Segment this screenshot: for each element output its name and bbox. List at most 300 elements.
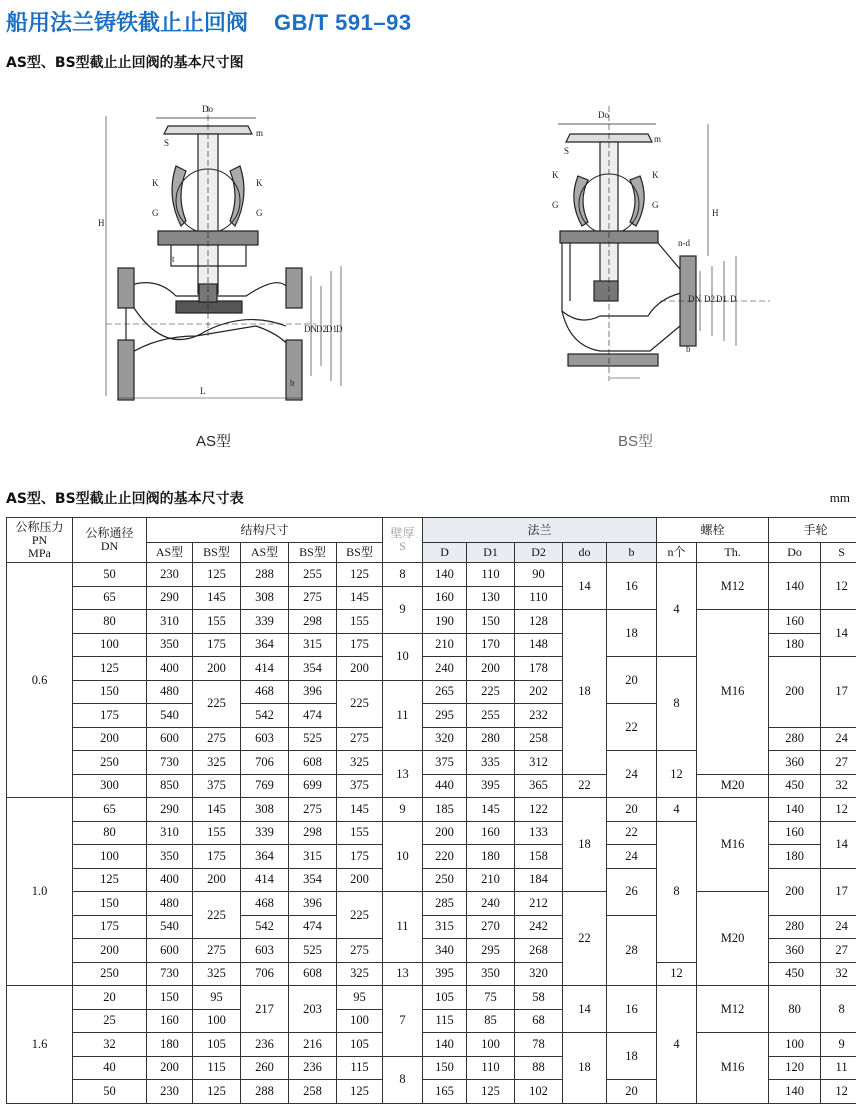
- cell-th: M12: [697, 563, 769, 610]
- cell-d2: 133: [515, 821, 563, 845]
- cell-do: 200: [769, 868, 821, 915]
- cell-s: 27: [821, 751, 856, 775]
- cell-h1: 275: [337, 727, 383, 751]
- cell-h1: 155: [337, 610, 383, 634]
- cell-l-as: 850: [147, 774, 193, 798]
- cell-b: 24: [607, 751, 657, 798]
- cell-wall: 11: [383, 892, 423, 963]
- cell-d: 340: [423, 939, 467, 963]
- cell-h-as: 542: [241, 704, 289, 728]
- cell-l-bs: 175: [193, 633, 241, 657]
- cell-th: M12: [697, 986, 769, 1033]
- cell-dn: 25: [73, 1009, 147, 1033]
- bs-label-dn: DN: [688, 294, 701, 304]
- cell-dn: 175: [73, 915, 147, 939]
- cell-l-bs: 105: [193, 1033, 241, 1057]
- header-wheel: 手轮: [769, 518, 856, 543]
- bs-label-d2: D2: [704, 294, 715, 304]
- label-h: H: [98, 218, 105, 228]
- cell-d2: 68: [515, 1009, 563, 1033]
- cell-s: 14: [821, 821, 856, 868]
- cell-d: 200: [423, 821, 467, 845]
- cell-dn: 200: [73, 727, 147, 751]
- cell-wall: 7: [383, 986, 423, 1057]
- cell-pn: 0.6: [7, 563, 73, 798]
- cell-l-bs: 100: [193, 1009, 241, 1033]
- cell-l-as: 150: [147, 986, 193, 1010]
- cell-h1: 225: [337, 680, 383, 727]
- cell-l-as: 290: [147, 798, 193, 822]
- page-title: [6, 6, 412, 37]
- label-d: D: [336, 324, 343, 334]
- cell-h-as: 308: [241, 586, 289, 610]
- cell-b: 20: [607, 657, 657, 704]
- cell-s: 32: [821, 774, 856, 798]
- cell-s: 32: [821, 962, 856, 986]
- cell-h-bs: 203: [289, 986, 337, 1033]
- cell-d2: 365: [515, 774, 563, 798]
- header-l-as: AS型: [147, 543, 193, 563]
- cell-d1: 280: [467, 727, 515, 751]
- cell-h-as: 414: [241, 868, 289, 892]
- cell-h-as: 468: [241, 680, 289, 704]
- cell-l-as: 540: [147, 915, 193, 939]
- cell-h1: 325: [337, 751, 383, 775]
- cell-h-as: 339: [241, 821, 289, 845]
- cell-do: 140: [769, 1080, 821, 1104]
- cell-dn: 32: [73, 1033, 147, 1057]
- cell-b: 18: [607, 610, 657, 657]
- label-do: Do: [202, 104, 213, 114]
- cell-b: 20: [607, 1080, 657, 1104]
- cell-h-as: 706: [241, 962, 289, 986]
- cell-d1: 295: [467, 939, 515, 963]
- as-caption: AS型: [196, 433, 232, 450]
- label-d2: D2: [316, 324, 327, 334]
- cell-wall: 10: [383, 633, 423, 680]
- cell-wall: 11: [383, 680, 423, 751]
- cell-dn: 65: [73, 586, 147, 610]
- cell-dn: 125: [73, 657, 147, 681]
- cell-d: 440: [423, 774, 467, 798]
- cell-do: 180: [769, 845, 821, 869]
- cell-l-bs: 115: [193, 1056, 241, 1080]
- cell-do: 100: [769, 1033, 821, 1057]
- cell-d2: 122: [515, 798, 563, 822]
- cell-d1: 335: [467, 751, 515, 775]
- bs-label-d: D: [730, 294, 737, 304]
- cell-d1: 225: [467, 680, 515, 704]
- header-h-bs: BS型: [289, 543, 337, 563]
- header-struct: 结构尺寸: [147, 518, 383, 543]
- cell-h1: 225: [337, 892, 383, 939]
- header-flange-d: D: [423, 543, 467, 563]
- cell-h1: 155: [337, 821, 383, 845]
- cell-d1: 395: [467, 774, 515, 798]
- cell-d: 250: [423, 868, 467, 892]
- cell-s: 11: [821, 1056, 856, 1080]
- cell-l-bs: 325: [193, 751, 241, 775]
- cell-d: 140: [423, 563, 467, 587]
- cell-h1: 200: [337, 657, 383, 681]
- header-h1-bs: BS型: [337, 543, 383, 563]
- cell-h-as: 542: [241, 915, 289, 939]
- cell-n: 4: [657, 798, 697, 822]
- standard-code: GB/T 591–93: [274, 10, 412, 35]
- cell-l-as: 200: [147, 1056, 193, 1080]
- cell-h-as: 706: [241, 751, 289, 775]
- cell-d: 320: [423, 727, 467, 751]
- cell-h1: 325: [337, 962, 383, 986]
- bs-valve-drawing: [540, 96, 800, 396]
- cell-dn: 100: [73, 845, 147, 869]
- header-flange-do: do: [563, 543, 607, 563]
- cell-d1: 130: [467, 586, 515, 610]
- cell-d2: 158: [515, 845, 563, 869]
- cell-b: 16: [607, 986, 657, 1033]
- cell-l-as: 350: [147, 633, 193, 657]
- cell-d: 190: [423, 610, 467, 634]
- cell-wall: 9: [383, 586, 423, 633]
- as-valve-drawing: [96, 96, 366, 406]
- cell-s: 14: [821, 610, 856, 657]
- bs-label-m: m: [654, 134, 662, 144]
- cell-d2: 258: [515, 727, 563, 751]
- cell-l-as: 290: [147, 586, 193, 610]
- cell-dn: 65: [73, 798, 147, 822]
- cell-d2: 128: [515, 610, 563, 634]
- cell-s: 8: [821, 986, 856, 1033]
- cell-n: 12: [657, 962, 697, 986]
- cell-d: 115: [423, 1009, 467, 1033]
- cell-th: M16: [697, 798, 769, 892]
- cell-d1: 210: [467, 868, 515, 892]
- cell-d: 220: [423, 845, 467, 869]
- cell-s: 12: [821, 563, 856, 610]
- cell-l-as: 730: [147, 751, 193, 775]
- cell-b: 22: [607, 821, 657, 845]
- cell-l-as: 600: [147, 727, 193, 751]
- cell-l-bs: 275: [193, 939, 241, 963]
- header-wall: 壁厚 S: [383, 518, 423, 563]
- cell-s: 17: [821, 657, 856, 728]
- cell-do: 14: [563, 563, 607, 610]
- bs-label-k-left: K: [552, 170, 559, 180]
- cell-h-bs: 354: [289, 868, 337, 892]
- cell-h-as: 364: [241, 845, 289, 869]
- cell-d2: 90: [515, 563, 563, 587]
- cell-h1: 145: [337, 798, 383, 822]
- cell-h1: 95: [337, 986, 383, 1010]
- cell-b: 24: [607, 845, 657, 869]
- cell-h-bs: 298: [289, 610, 337, 634]
- cell-d: 295: [423, 704, 467, 728]
- cell-dn: 250: [73, 751, 147, 775]
- cell-l-as: 480: [147, 892, 193, 916]
- cell-d: 285: [423, 892, 467, 916]
- cell-do: 200: [769, 657, 821, 728]
- cell-h-as: 260: [241, 1056, 289, 1080]
- cell-b: 16: [607, 563, 657, 610]
- cell-d1: 170: [467, 633, 515, 657]
- cell-d: 160: [423, 586, 467, 610]
- cell-d2: 242: [515, 915, 563, 939]
- cell-s: 17: [821, 868, 856, 915]
- cell-d1: 125: [467, 1080, 515, 1104]
- table-row: [7, 774, 856, 798]
- label-m: m: [256, 128, 264, 138]
- cell-d2: 202: [515, 680, 563, 704]
- cell-l-bs: 375: [193, 774, 241, 798]
- cell-d1: 75: [467, 986, 515, 1010]
- cell-th: M16: [697, 1033, 769, 1104]
- cell-wall: 10: [383, 821, 423, 892]
- cell-l-as: 480: [147, 680, 193, 704]
- label-t: t: [172, 254, 175, 264]
- cell-s: 24: [821, 915, 856, 939]
- header-bolt: 螺栓: [657, 518, 769, 543]
- cell-d: 105: [423, 986, 467, 1010]
- cell-d1: 85: [467, 1009, 515, 1033]
- header-dn: 公称通径 DN: [73, 518, 147, 563]
- header-bolt-th: Th.: [697, 543, 769, 563]
- bs-label-b: b: [686, 344, 691, 354]
- bs-label-nd: n-d: [678, 238, 690, 248]
- cell-do: 140: [769, 798, 821, 822]
- cell-h1: 200: [337, 868, 383, 892]
- cell-h-as: 236: [241, 1033, 289, 1057]
- cell-l-bs: 200: [193, 657, 241, 681]
- table-row: [7, 986, 856, 1010]
- header-flange-d1: D1: [467, 543, 515, 563]
- header-flange-d2: D2: [515, 543, 563, 563]
- cell-h-as: 414: [241, 657, 289, 681]
- label-l: L: [200, 386, 206, 396]
- cell-l-as: 310: [147, 610, 193, 634]
- cell-h-bs: 315: [289, 633, 337, 657]
- label-k-left: K: [152, 178, 159, 188]
- bs-label-g-right: G: [652, 200, 659, 210]
- cell-h1: 275: [337, 939, 383, 963]
- header-wheel-do: Do: [769, 543, 821, 563]
- bs-label-d1: D1: [716, 294, 727, 304]
- cell-h-bs: 699: [289, 774, 337, 798]
- cell-do: 160: [769, 821, 821, 845]
- cell-dn: 20: [73, 986, 147, 1010]
- cell-do: 180: [769, 633, 821, 657]
- cell-h1: 175: [337, 633, 383, 657]
- cell-do: 18: [563, 1033, 607, 1104]
- cell-l-as: 730: [147, 962, 193, 986]
- cell-d: 185: [423, 798, 467, 822]
- cell-d: 240: [423, 657, 467, 681]
- header-bolt-n: n个: [657, 543, 697, 563]
- cell-do: 280: [769, 727, 821, 751]
- cell-do: 360: [769, 939, 821, 963]
- bs-label-h: H: [712, 208, 719, 218]
- cell-d2: 78: [515, 1033, 563, 1057]
- cell-d1: 350: [467, 962, 515, 986]
- cell-d1: 240: [467, 892, 515, 916]
- cell-h-bs: 258: [289, 1080, 337, 1104]
- cell-wall: 9: [383, 798, 423, 822]
- cell-wall: 13: [383, 962, 423, 986]
- cell-h-bs: 525: [289, 939, 337, 963]
- cell-dn: 80: [73, 821, 147, 845]
- cell-d: 140: [423, 1033, 467, 1057]
- cell-h-bs: 525: [289, 727, 337, 751]
- cell-h-as: 288: [241, 1080, 289, 1104]
- cell-h1: 105: [337, 1033, 383, 1057]
- cell-n: 12: [657, 751, 697, 798]
- cell-l-bs: 275: [193, 727, 241, 751]
- cell-l-bs: 125: [193, 563, 241, 587]
- cell-h-bs: 474: [289, 915, 337, 939]
- cell-l-bs: 145: [193, 586, 241, 610]
- cell-h-bs: 275: [289, 798, 337, 822]
- cell-do: 280: [769, 915, 821, 939]
- cell-d1: 100: [467, 1033, 515, 1057]
- cell-l-bs: 95: [193, 986, 241, 1010]
- header-flange: 法兰: [423, 518, 657, 543]
- cell-l-as: 230: [147, 563, 193, 587]
- cell-dn: 40: [73, 1056, 147, 1080]
- cell-d2: 268: [515, 939, 563, 963]
- table-section-title: AS型、BS型截止止回阀的基本尺寸表: [6, 491, 244, 507]
- cell-dn: 150: [73, 892, 147, 916]
- cell-h-bs: 298: [289, 821, 337, 845]
- label-d1: D1: [326, 324, 337, 334]
- cell-d: 165: [423, 1080, 467, 1104]
- cell-do: 450: [769, 962, 821, 986]
- cell-d1: 145: [467, 798, 515, 822]
- cell-h-bs: 236: [289, 1056, 337, 1080]
- cell-b: 18: [607, 1033, 657, 1080]
- cell-dn: 300: [73, 774, 147, 798]
- table-row: [7, 1033, 856, 1057]
- cell-h-as: 364: [241, 633, 289, 657]
- cell-do: 360: [769, 751, 821, 775]
- cell-l-bs: 225: [193, 680, 241, 727]
- cell-dn: 50: [73, 1080, 147, 1104]
- cell-s: 27: [821, 939, 856, 963]
- label-g-right: G: [256, 208, 263, 218]
- cell-b: 26: [607, 868, 657, 915]
- cell-d: 395: [423, 962, 467, 986]
- header-pn: 公称压力 PN MPa: [7, 518, 73, 563]
- cell-d: 210: [423, 633, 467, 657]
- cell-l-bs: 145: [193, 798, 241, 822]
- cell-wall: 13: [383, 751, 423, 798]
- cell-h1: 115: [337, 1056, 383, 1080]
- cell-dn: 80: [73, 610, 147, 634]
- dimension-table: [6, 517, 856, 1104]
- cell-l-bs: 155: [193, 610, 241, 634]
- cell-h-bs: 315: [289, 845, 337, 869]
- cell-s: 24: [821, 727, 856, 751]
- cell-d: 150: [423, 1056, 467, 1080]
- cell-d1: 150: [467, 610, 515, 634]
- cell-h-bs: 608: [289, 751, 337, 775]
- cell-l-bs: 155: [193, 821, 241, 845]
- cell-do: 160: [769, 610, 821, 634]
- table-row: [7, 798, 856, 822]
- cell-d2: 184: [515, 868, 563, 892]
- unit-label: mm: [829, 490, 850, 505]
- label-k-right: K: [256, 178, 263, 188]
- header-h-as: AS型: [241, 543, 289, 563]
- cell-n: 4: [657, 563, 697, 657]
- cell-h-as: 308: [241, 798, 289, 822]
- cell-d1: 200: [467, 657, 515, 681]
- header-l-bs: BS型: [193, 543, 241, 563]
- cell-th: M16: [697, 610, 769, 775]
- cell-s: 9: [821, 1033, 856, 1057]
- cell-h-bs: 216: [289, 1033, 337, 1057]
- cell-l-bs: 125: [193, 1080, 241, 1104]
- cell-l-bs: 225: [193, 892, 241, 939]
- cell-s: 12: [821, 798, 856, 822]
- cell-d2: 212: [515, 892, 563, 916]
- header-wheel-s: S: [821, 543, 856, 563]
- cell-d2: 232: [515, 704, 563, 728]
- cell-b: 22: [607, 704, 657, 751]
- cell-dn: 50: [73, 563, 147, 587]
- cell-h-as: 769: [241, 774, 289, 798]
- cell-h-as: 603: [241, 727, 289, 751]
- cell-l-bs: 200: [193, 868, 241, 892]
- cell-l-as: 400: [147, 868, 193, 892]
- cell-do: 18: [563, 610, 607, 775]
- cell-b: 20: [607, 798, 657, 822]
- cell-l-as: 400: [147, 657, 193, 681]
- cell-l-as: 350: [147, 845, 193, 869]
- cell-do: 140: [769, 563, 821, 610]
- cell-h1: 375: [337, 774, 383, 798]
- table-row: [7, 610, 856, 634]
- cell-dn: 150: [73, 680, 147, 704]
- cell-h-bs: 255: [289, 563, 337, 587]
- bs-caption: BS型: [618, 433, 654, 450]
- cell-n: 8: [657, 657, 697, 751]
- cell-do: 120: [769, 1056, 821, 1080]
- bs-label-s: S: [564, 146, 570, 156]
- table-row: [7, 892, 856, 916]
- cell-l-as: 540: [147, 704, 193, 728]
- cell-h-as: 288: [241, 563, 289, 587]
- cell-do: 80: [769, 986, 821, 1033]
- cell-d2: 320: [515, 962, 563, 986]
- cell-d1: 110: [467, 1056, 515, 1080]
- cell-d2: 58: [515, 986, 563, 1010]
- cell-do: 14: [563, 986, 607, 1033]
- cell-h1: 175: [337, 845, 383, 869]
- cell-l-as: 600: [147, 939, 193, 963]
- cell-n: 8: [657, 821, 697, 962]
- cell-h-bs: 608: [289, 962, 337, 986]
- cell-b: 28: [607, 915, 657, 986]
- cell-do: 22: [563, 774, 607, 798]
- cell-h-as: 603: [241, 939, 289, 963]
- cell-d2: 148: [515, 633, 563, 657]
- cell-pn: 1.6: [7, 986, 73, 1104]
- cell-h1: 125: [337, 563, 383, 587]
- cell-d: 265: [423, 680, 467, 704]
- cell-th: M20: [697, 774, 769, 798]
- header-flange-b: b: [607, 543, 657, 563]
- label-dn: DN: [304, 324, 317, 334]
- cell-h1: 145: [337, 586, 383, 610]
